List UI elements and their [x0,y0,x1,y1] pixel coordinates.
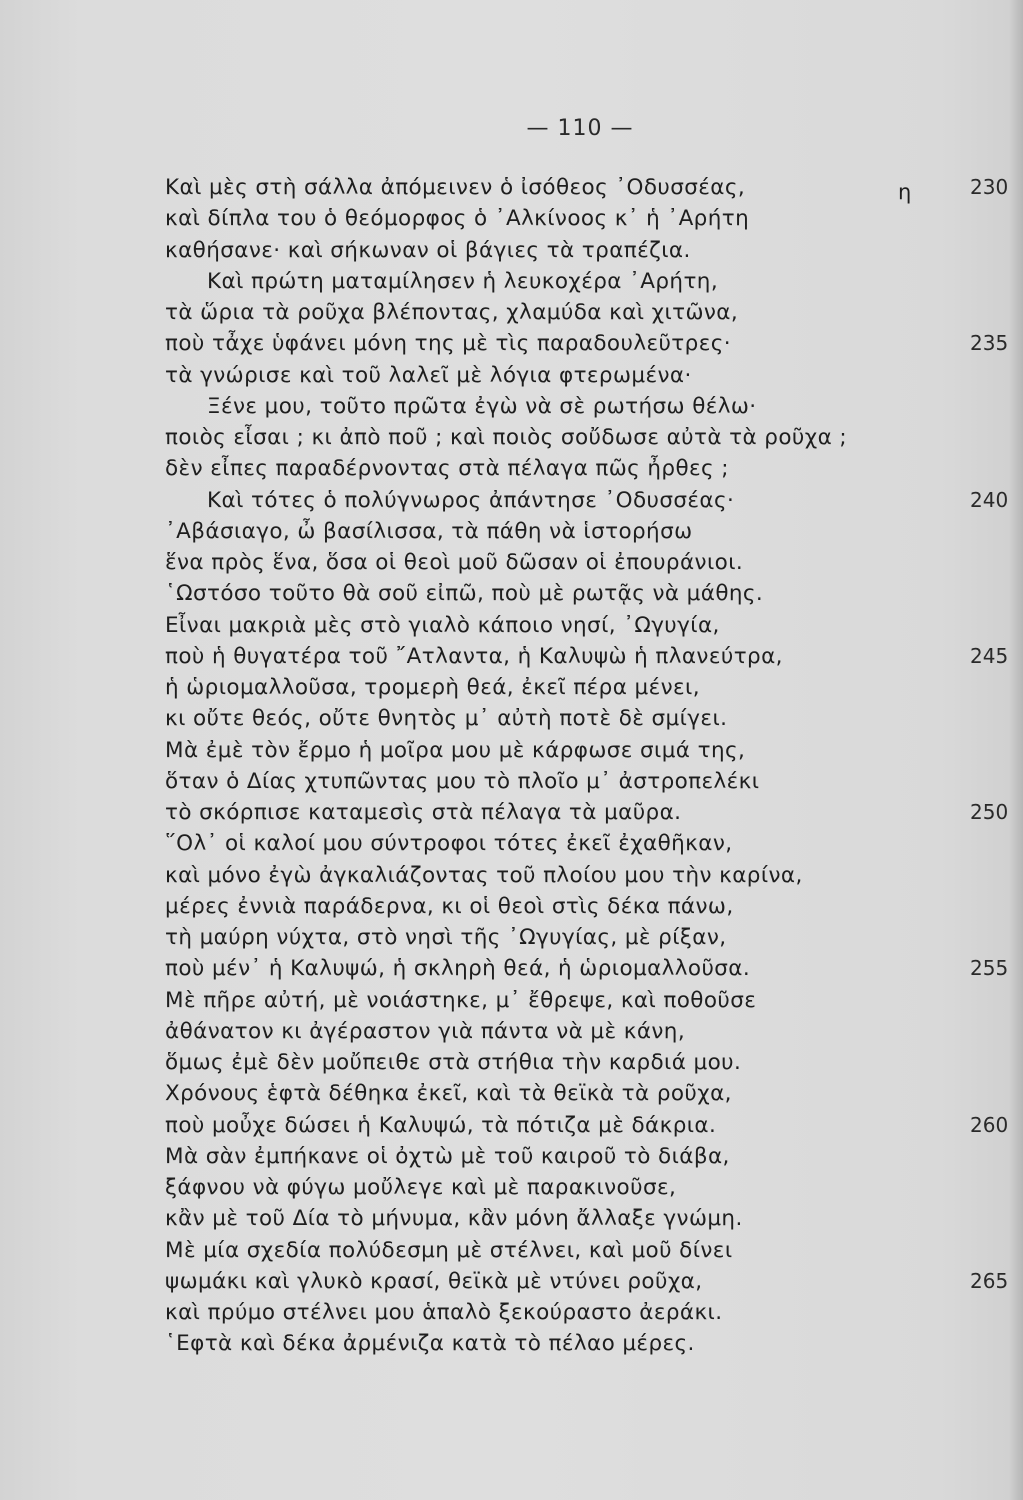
line-number: 245 [970,643,1009,668]
verse-line [0,610,1023,641]
verse-text: Καὶ μὲς στὴ σάλλα ἀπόμεινεν ὁ ἰσόθεος ᾿Οδυσσέας, [165,175,746,200]
verse-line [0,172,1023,203]
verse-text: ὅμως ἐμὲ δὲν μοὔπειθε στὰ στήθια τὴν καρδιά μου. [165,1050,742,1075]
line-number: 260 [970,1112,1009,1137]
verse-text: ῾Εφτὰ καὶ δέκα ἀρμένιζα κατὰ τὸ πέλαο μέρες. [165,1331,695,1357]
verse-line [0,360,1023,391]
verse-line [0,1016,1023,1047]
verse-line [0,735,1023,766]
verse-text: καθήσανε· καὶ σήκωναν οἱ βάγιες τὰ τραπέζια. [165,237,691,263]
verse-line [0,922,1023,953]
verse-line [0,297,1023,328]
verse-text: ψωμάκι καὶ γλυκὸ κρασί, θεϊκὰ μὲ ντύνει ροῦχα, [165,1268,703,1294]
verse-block [0,172,1023,1360]
line-number: 235 [970,331,1009,356]
verse-line [0,1297,1023,1328]
verse-line [0,516,1023,547]
verse-line [0,766,1023,797]
verse-text: ξάφνου νὰ φύγω μοὔλεγε καὶ μὲ παρακινοῦσε, [165,1175,677,1200]
verse-line [0,891,1023,922]
verse-text: Μὰ σὰν ἐμπήκανε οἱ ὀχτὼ μὲ τοῦ καιροῦ τὸ διάβα, [165,1143,730,1169]
verse-text: δὲν εἶπες παραδέρνοντας στὰ πέλαγα πῶς ἦρθες ; [165,456,729,482]
verse-line [0,547,1023,578]
verse-text: καὶ πρύμο στέλνει μου ἁπαλὸ ξεκούραστο ἀεράκι. [165,1300,723,1325]
verse-line [0,953,1023,984]
verse-text: ποιὸς εἶσαι ; κι ἀπὸ ποῦ ; καὶ ποιὸς σοὔδωσε αὐτὰ τὰ ροῦχα ; [165,425,848,450]
line-number: 250 [970,800,1009,824]
verse-text: ῞Ολ᾿ οἱ καλοί μου σύντροφοι τότες ἐκεῖ ἐχαθῆκαν, [165,831,733,857]
verse-text: τὸ σκόρπισε καταμεσὶς στὰ πέλαγα τὰ μαῦρα. [165,800,682,825]
verse-text: ποὺ τἆχε ὑφάνει μόνη της μὲ τὶς παραδουλεῦτρες· [165,331,731,357]
verse-line [0,860,1023,891]
verse-line [0,641,1023,672]
verse-text: τὰ γνώρισε καὶ τοῦ λαλεῖ μὲ λόγια φτερωμένα· [165,362,692,388]
verse-line [0,828,1023,859]
verse-line [0,1172,1023,1203]
verse-text: κἂν μὲ τοῦ Δία τὸ μήνυμα, κἂν μόνη ἄλλαξε γνώμη. [165,1206,743,1232]
verse-line [0,1141,1023,1172]
verse-line [0,266,1023,297]
verse-line [0,1078,1023,1109]
verse-line [0,328,1023,359]
verse-text: μέρες ἐννιὰ παράδερνα, κι οἱ θεοὶ στὶς δέκα πάνω, [165,893,734,919]
verse-line [0,1110,1023,1141]
verse-text: Καὶ τότες ὁ πολύγνωρος ἀπάντησε ᾿Οδυσσέας· [207,487,735,513]
verse-text: Εἶναι μακριὰ μὲς στὸ γιαλὸ κάποιο νησί, ᾿Ωγυγία, [165,612,720,638]
verse-text: ποὺ μοὖχε δώσει ἡ Καλυψώ, τὰ πότιζα μὲ δάκρια. [165,1112,717,1138]
verse-line [0,1235,1023,1266]
verse-text: Καὶ πρώτη ματαμίλησεν ἡ λευκοχέρα ᾿Αρήτη, [207,268,719,294]
verse-text: ποὺ ἡ θυγατέρα τοῦ ῎Ατλαντα, ἡ Καλυψὼ ἡ πλανεύτρα, [165,643,783,669]
line-number: 230 [970,175,1009,199]
verse-text: ποὺ μέν᾿ ἡ Καλυψώ, ἡ σκληρὴ θεά, ἡ ὡριομαλλοῦσα. [165,956,751,982]
verse-line [0,391,1023,422]
verse-line [0,578,1023,609]
verse-text: ἡ ὡριομαλλοῦσα, τρομερὴ θεά, ἐκεῖ πέρα μένει, [165,675,700,700]
verse-text: καὶ δίπλα του ὁ θεόμορφος ὁ ᾿Αλκίνοος κ᾿ ἡ ᾿Αρήτη [165,206,750,232]
verse-text: Ξένε μου, τοῦτο πρῶτα ἐγὼ νὰ σὲ ρωτήσω θέλω· [207,393,757,419]
verse-line [0,422,1023,453]
verse-line [0,672,1023,703]
verse-line [0,453,1023,484]
verse-text: Μὲ πῆρε αὐτή, μὲ νοιάστηκε, μ᾿ ἔθρεψε, καὶ ποθοῦσε [165,987,757,1013]
verse-line [0,1266,1023,1297]
line-number: 265 [970,1268,1009,1293]
verse-text: Μὰ ἐμὲ τὸν ἔρμο ἡ μοῖρα μου μὲ κάρφωσε σιμά της, [165,737,746,763]
verse-line [0,797,1023,828]
verse-text: Μὲ μία σχεδία πολύδεσμη μὲ στέλνει, καὶ μοῦ δίνει [165,1237,733,1263]
page-number-header: — 110 — [526,116,634,141]
verse-text: ᾿Αβάσιαγο, ὦ βασίλισσα, τὰ πάθη νὰ ἱστορήσω [165,518,693,544]
verse-line [0,703,1023,734]
verse-line [0,203,1023,234]
verse-text: ἀθάνατον κι ἀγέραστον γιὰ πάντα νὰ μὲ κάνη, [165,1018,686,1044]
verse-line [0,1047,1023,1078]
verse-text: τὰ ὥρια τὰ ροῦχα βλέποντας, χλαμύδα καὶ χιτῶνα, [165,300,739,325]
verse-text: Χρόνους ἑφτὰ δέθηκα ἐκεῖ, καὶ τὰ θεϊκὰ τὰ ροῦχα, [165,1081,732,1107]
line-number: 255 [970,956,1009,981]
verse-line [0,1328,1023,1359]
verse-text: ἕνα πρὸς ἕνα, ὅσα οἱ θεοὶ μοῦ δῶσαν οἱ ἐπουράνιοι. [165,550,744,575]
verse-text: ῾Ωστόσο τοῦτο θὰ σοῦ εἰπῶ, ποὺ μὲ ρωτᾷς νὰ μάθης. [165,581,764,607]
verse-text: ὅταν ὁ Δίας χτυπῶντας μου τὸ πλοῖο μ᾿ ἀστροπελέκι [165,768,760,794]
page-edge-shadow [1009,0,1023,1500]
verse-text: καὶ μόνο ἐγὼ ἀγκαλιάζοντας τοῦ πλοίου μου τὴν καρίνα, [165,862,803,888]
line-number: 240 [970,487,1009,512]
verse-text: τὴ μαύρη νύχτα, στὸ νησὶ τῆς ᾿Ωγυγίας, μὲ ρίξαν, [165,925,727,950]
verse-line [0,1203,1023,1234]
verse-text: κι οὔτε θεός, οὔτε θνητὸς μ᾿ αὐτὴ ποτὲ δὲ σμίγει. [165,706,728,732]
marginal-mark: η [898,180,912,204]
verse-line [0,235,1023,266]
verse-line [0,985,1023,1016]
verse-line [0,485,1023,516]
